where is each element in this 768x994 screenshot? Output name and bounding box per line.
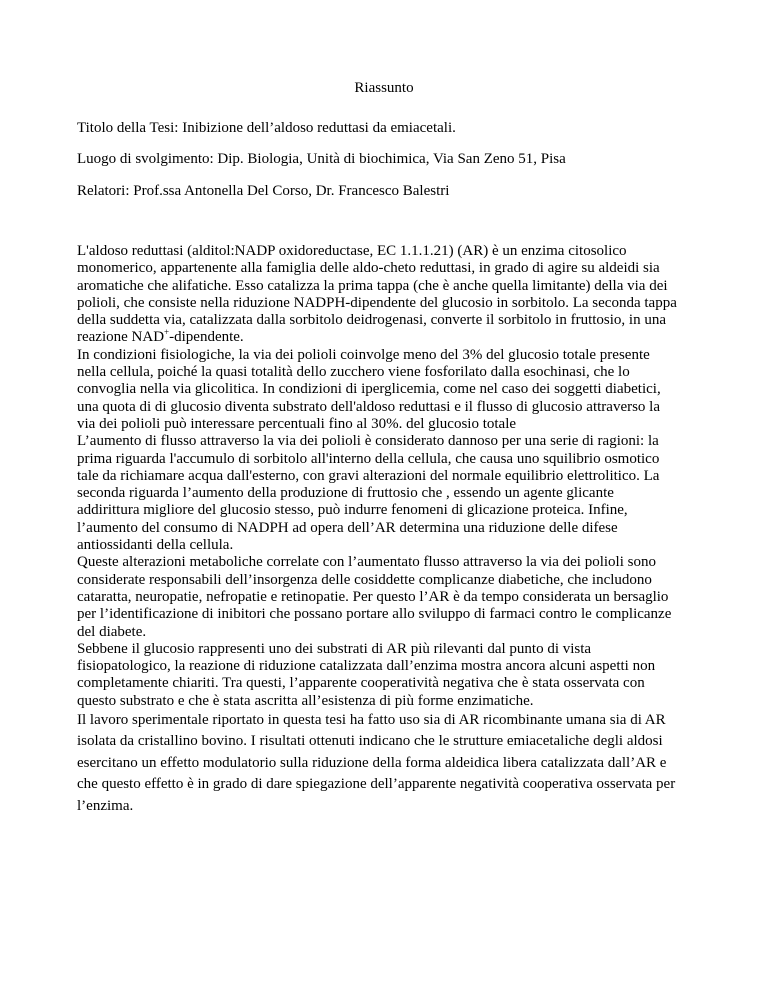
superscript: +	[164, 327, 170, 338]
text-line: l’enzima.	[77, 797, 134, 814]
text-line: isolata da cristallino bovino. I risultati ottenuti indicano che le strutture emiacetaliche degli aldosi	[77, 733, 663, 750]
text-line: cataratta, neuropatie, nefropatie e retinopatie. Per questo l’AR è da tempo considerata un bersaglio	[77, 588, 669, 605]
text-line: Queste alterazioni metaboliche correlate con l’aumentato flusso attraverso la via dei polioli sono	[77, 554, 656, 571]
thesis-location: Luogo di svolgimento: Dip. Biologia, Unità di biochimica, Via San Zeno 51, Pisa	[77, 151, 566, 167]
text-line: tale da richiamare acqua dall'esterno, con gravi alterazioni del normale equilibrio elettrolitico. La	[77, 467, 660, 484]
paragraph	[77, 347, 697, 433]
paragraph	[77, 710, 697, 817]
text-line: fisiopatologico, la reazione di riduzione catalizzata dall’enzima mostra ancora alcuni aspetti non	[77, 658, 656, 675]
thesis-supervisors: Relatori: Prof.ssa Antonella Del Corso, Dr. Francesco Balestri	[77, 183, 450, 199]
text-line: convoglia nella via glicolitica. In condizioni di iperglicemia, come nel caso dei soggetti diabetici,	[77, 381, 661, 398]
text-fragment: -dipendente.	[169, 329, 244, 346]
text-line: L'aldoso reduttasi (alditol:NADP oxidoreductase, EC 1.1.1.21) (AR) è un enzima citosolico	[77, 243, 627, 259]
text-line: Sebbene il glucosio rappresenti uno dei substrati di AR più rilevanti dal punto di vista	[77, 640, 592, 657]
text-line: polioli, che consiste nella riduzione NADPH-dipendente del glucosio in sorbitolo. La seconda tappa	[77, 294, 677, 311]
text-line: del diabete.	[77, 623, 147, 640]
paragraph	[77, 433, 697, 554]
text-line: esercitano un effetto modulatorio sulla riduzione della forma aldeidica libera catalizzata dall’AR e	[77, 754, 667, 771]
text-line: seconda riguarda l’aumento della produzione di fruttosio che , essendo un agente glicante	[77, 485, 614, 502]
text-line: L’aumento di flusso attraverso la via dei polioli è considerato dannoso per una serie di ragioni: la	[77, 433, 659, 450]
text-line: aromatiche che alifatiche. Esso catalizza la prima tappa (che è anche quella limitante) della via dei	[77, 277, 668, 294]
text-line: nella cellula, poiché la quasi totalità dello zucchero viene fosforilato dalla esochinasi, che lo	[77, 364, 630, 381]
text-line: monomerico, appartenente alla famiglia delle aldo-cheto reduttasi, in grado di agire su aldeidi sia	[77, 260, 660, 277]
abstract-text	[77, 243, 697, 817]
paragraph	[77, 243, 697, 347]
text-line: In condizioni fisiologiche, la via dei polioli coinvolge meno del 3% del glucosio totale presente	[77, 346, 650, 363]
text-line: Il lavoro sperimentale riportato in questa tesi ha fatto uso sia di AR ricombinante umana sia di AR	[77, 712, 666, 729]
text-line: via dei polioli può interessare percentuali fino al 30%. del glucosio totale	[77, 415, 517, 432]
text-line: l’aumento del consumo di NADPH ad opera dell’AR determina una riduzione delle difese	[77, 519, 618, 536]
text-line: della suddetta via, catalizzata dalla sorbitolo deidrogenasi, converte il sorbitolo in fruttosio, in una	[77, 312, 666, 329]
text-line: per l’identificazione di inibitori che possano portare allo sviluppo di farmaci contro le complicanze	[77, 606, 672, 623]
text-line: una quota di di glucosio diventa substrato dell'aldoso reduttasi e il flusso di glucosio attraverso la	[77, 398, 661, 415]
text-line: considerate responsabili dell’insorgenza delle cosiddette complicanze diabetiche, che includono	[77, 571, 652, 588]
text-line: prima riguarda l'accumulo di sorbitolo all'interno della cellula, che causa uno squilibrio osmotico	[77, 450, 660, 467]
document-heading: Riassunto	[354, 80, 414, 96]
text-line: completamente chiariti. Tra questi, l’apparente cooperatività negativa che è stata osservata con	[77, 675, 645, 692]
thesis-title: Titolo della Tesi: Inibizione dell’aldoso reduttasi da emiacetali.	[77, 120, 456, 136]
text-line: questo substrato e che è stata ascritta all’esistenza di più forme enzimatiche.	[77, 692, 534, 709]
text-line: che questo effetto è in grado di dare spiegazione dell’apparente negatività cooperativa osservata per	[77, 776, 676, 793]
text-line	[77, 329, 697, 346]
text-fragment: reazione NAD	[77, 329, 165, 346]
text-line: addirittura migliore del glucosio stesso, può indurre fenomeni di glicazione proteica. Infine,	[77, 502, 628, 519]
paragraph	[77, 554, 697, 640]
text-line: antiossidanti della cellula.	[77, 537, 234, 554]
paragraph	[77, 641, 697, 710]
